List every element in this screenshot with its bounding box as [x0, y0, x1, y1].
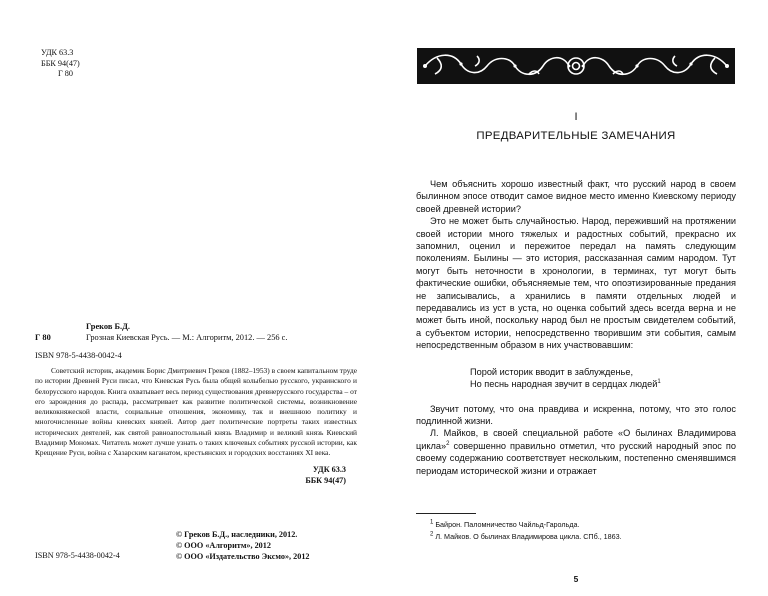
paragraph: Звучит потому, что она правдива и искренна, потому, что это голос подлинной жизни. — [416, 403, 736, 426]
footnote-marker: 1 — [657, 379, 661, 386]
chapter-number: I — [574, 111, 578, 123]
isbn-bottom: ISBN 978-5-4438-0042-4 — [35, 551, 120, 560]
copyright-algoritm: © ООО «Алгоритм», 2012 — [176, 541, 271, 550]
author-sign: Г 80 — [58, 69, 73, 79]
catalog-udk: УДК 63.3 — [312, 465, 346, 474]
footnote-text: Байрон. Паломничество Чайльд-Гарольда. — [433, 520, 580, 529]
body-text — [416, 178, 736, 477]
footnote-text: Л. Майков. О былинах Владимирова цикла. СПб., 1863. — [433, 532, 622, 541]
footnote-number: 1 — [430, 519, 434, 526]
verse-line: Порой историк вводит в заблужденье, — [470, 366, 633, 377]
udk-code: УДК 63.3 — [41, 48, 74, 57]
footnotes — [430, 519, 622, 543]
copyright-eksmo: © ООО «Издательство Эксмо», 2012 — [176, 552, 310, 561]
catalog-isbn: ISBN 978-5-4438-0042-4 — [35, 351, 122, 360]
verse-line-text: Но песнь народная звучит в сердцах людей — [470, 379, 658, 390]
bbk-code: ББК 94(47) — [41, 58, 80, 68]
verse-line-2 — [470, 378, 736, 390]
catalog-author: Греков Б.Д. — [86, 322, 130, 331]
right-page — [384, 0, 768, 596]
catalog-codes — [305, 465, 346, 486]
catalog-bbk: ББК 94(47) — [305, 475, 346, 485]
copyright-block — [176, 529, 310, 562]
paragraph: Чем объяснить хорошо известный факт, что русский народ в своем былинном эпосе отводит самое видное место именно Киевскому периоду своей древней истории? — [416, 179, 736, 214]
paragraph-with-footnote — [416, 427, 736, 477]
paragraph-text: совершенно правильно отметил, что русский народный эпос по своему содержанию соответствует нескольким, постепенно сменявшимся периодам исторической жизни и отражает — [416, 440, 736, 476]
paragraph: Это не может быть случайностью. Народ, переживший на протяжении своей истории много тяжелых и радостных событий, прекрасно их запомнил, оценил и пережитое передал на память следующим поколениям. Былины — это история, рассказанная самим народом. Тут могут быть неточности в хронологии, в терминах, тут могут быть фактические ошибки, объясняемые тем, что опоэтизированные предания не записывались, а хранились в памяти отдельных людей и передавались из уст в уста, но оценка событий здесь всегда верна и не может быть иной, поскольку народ был не простым свидетелем событий, а субъектом истории, непосредственно творившим эти события, самым непосредственным образом в них участвовавшим: — [416, 216, 736, 351]
catalog-annotation: Советский историк, академик Борис Дмитриевич Греков (1882–1953) в своем капитальном труде по истории Древней Руси писал, что Киевская Русь была общей колыбелью русского, украинского и белорусского народов. Книга охватывает весь период существования древнерусского государства – от его зарождения до распада, рассматривает как развитие политической системы, возникновение великокняжеской власти, социальные отношения, экономику, так и внешнюю политику и многочисленные войны киевских князей. Автор дает политические портреты таких известных исторических деятелей, как святой равноапостольный князь Владимир и великий князь Киевский Владимир Мономах. Читатель может лучше узнать о таких ключевых событиях русской истории, как Крещение Руси, война с Хазарским каганатом, крестьянских и городских восстаниях XI века. — [35, 366, 357, 458]
catalog-description: Грозная Киевская Русь. — М.: Алгоритм, 2012. — 256 с. — [86, 333, 288, 342]
header-codes — [41, 48, 80, 80]
chapter-title: ПРЕДВАРИТЕЛЬНЫЕ ЗАМЕЧАНИЯ — [476, 130, 676, 142]
paragraph-text: Л. Майков, в своей специальной работе «О былинах Владимирова цикла» — [416, 428, 736, 451]
page-number: 5 — [573, 574, 579, 584]
footnote — [430, 531, 622, 543]
catalog-index: Г 80 — [35, 333, 51, 342]
verse-quote — [470, 366, 736, 391]
footnote-marker: 2 — [446, 440, 450, 447]
footnote-number: 2 — [430, 531, 434, 538]
footnote-rule — [416, 513, 476, 514]
footnote — [430, 519, 622, 531]
ornament-header — [417, 48, 735, 84]
copyright-author: © Греков Б.Д., наследники, 2012. — [176, 530, 298, 539]
